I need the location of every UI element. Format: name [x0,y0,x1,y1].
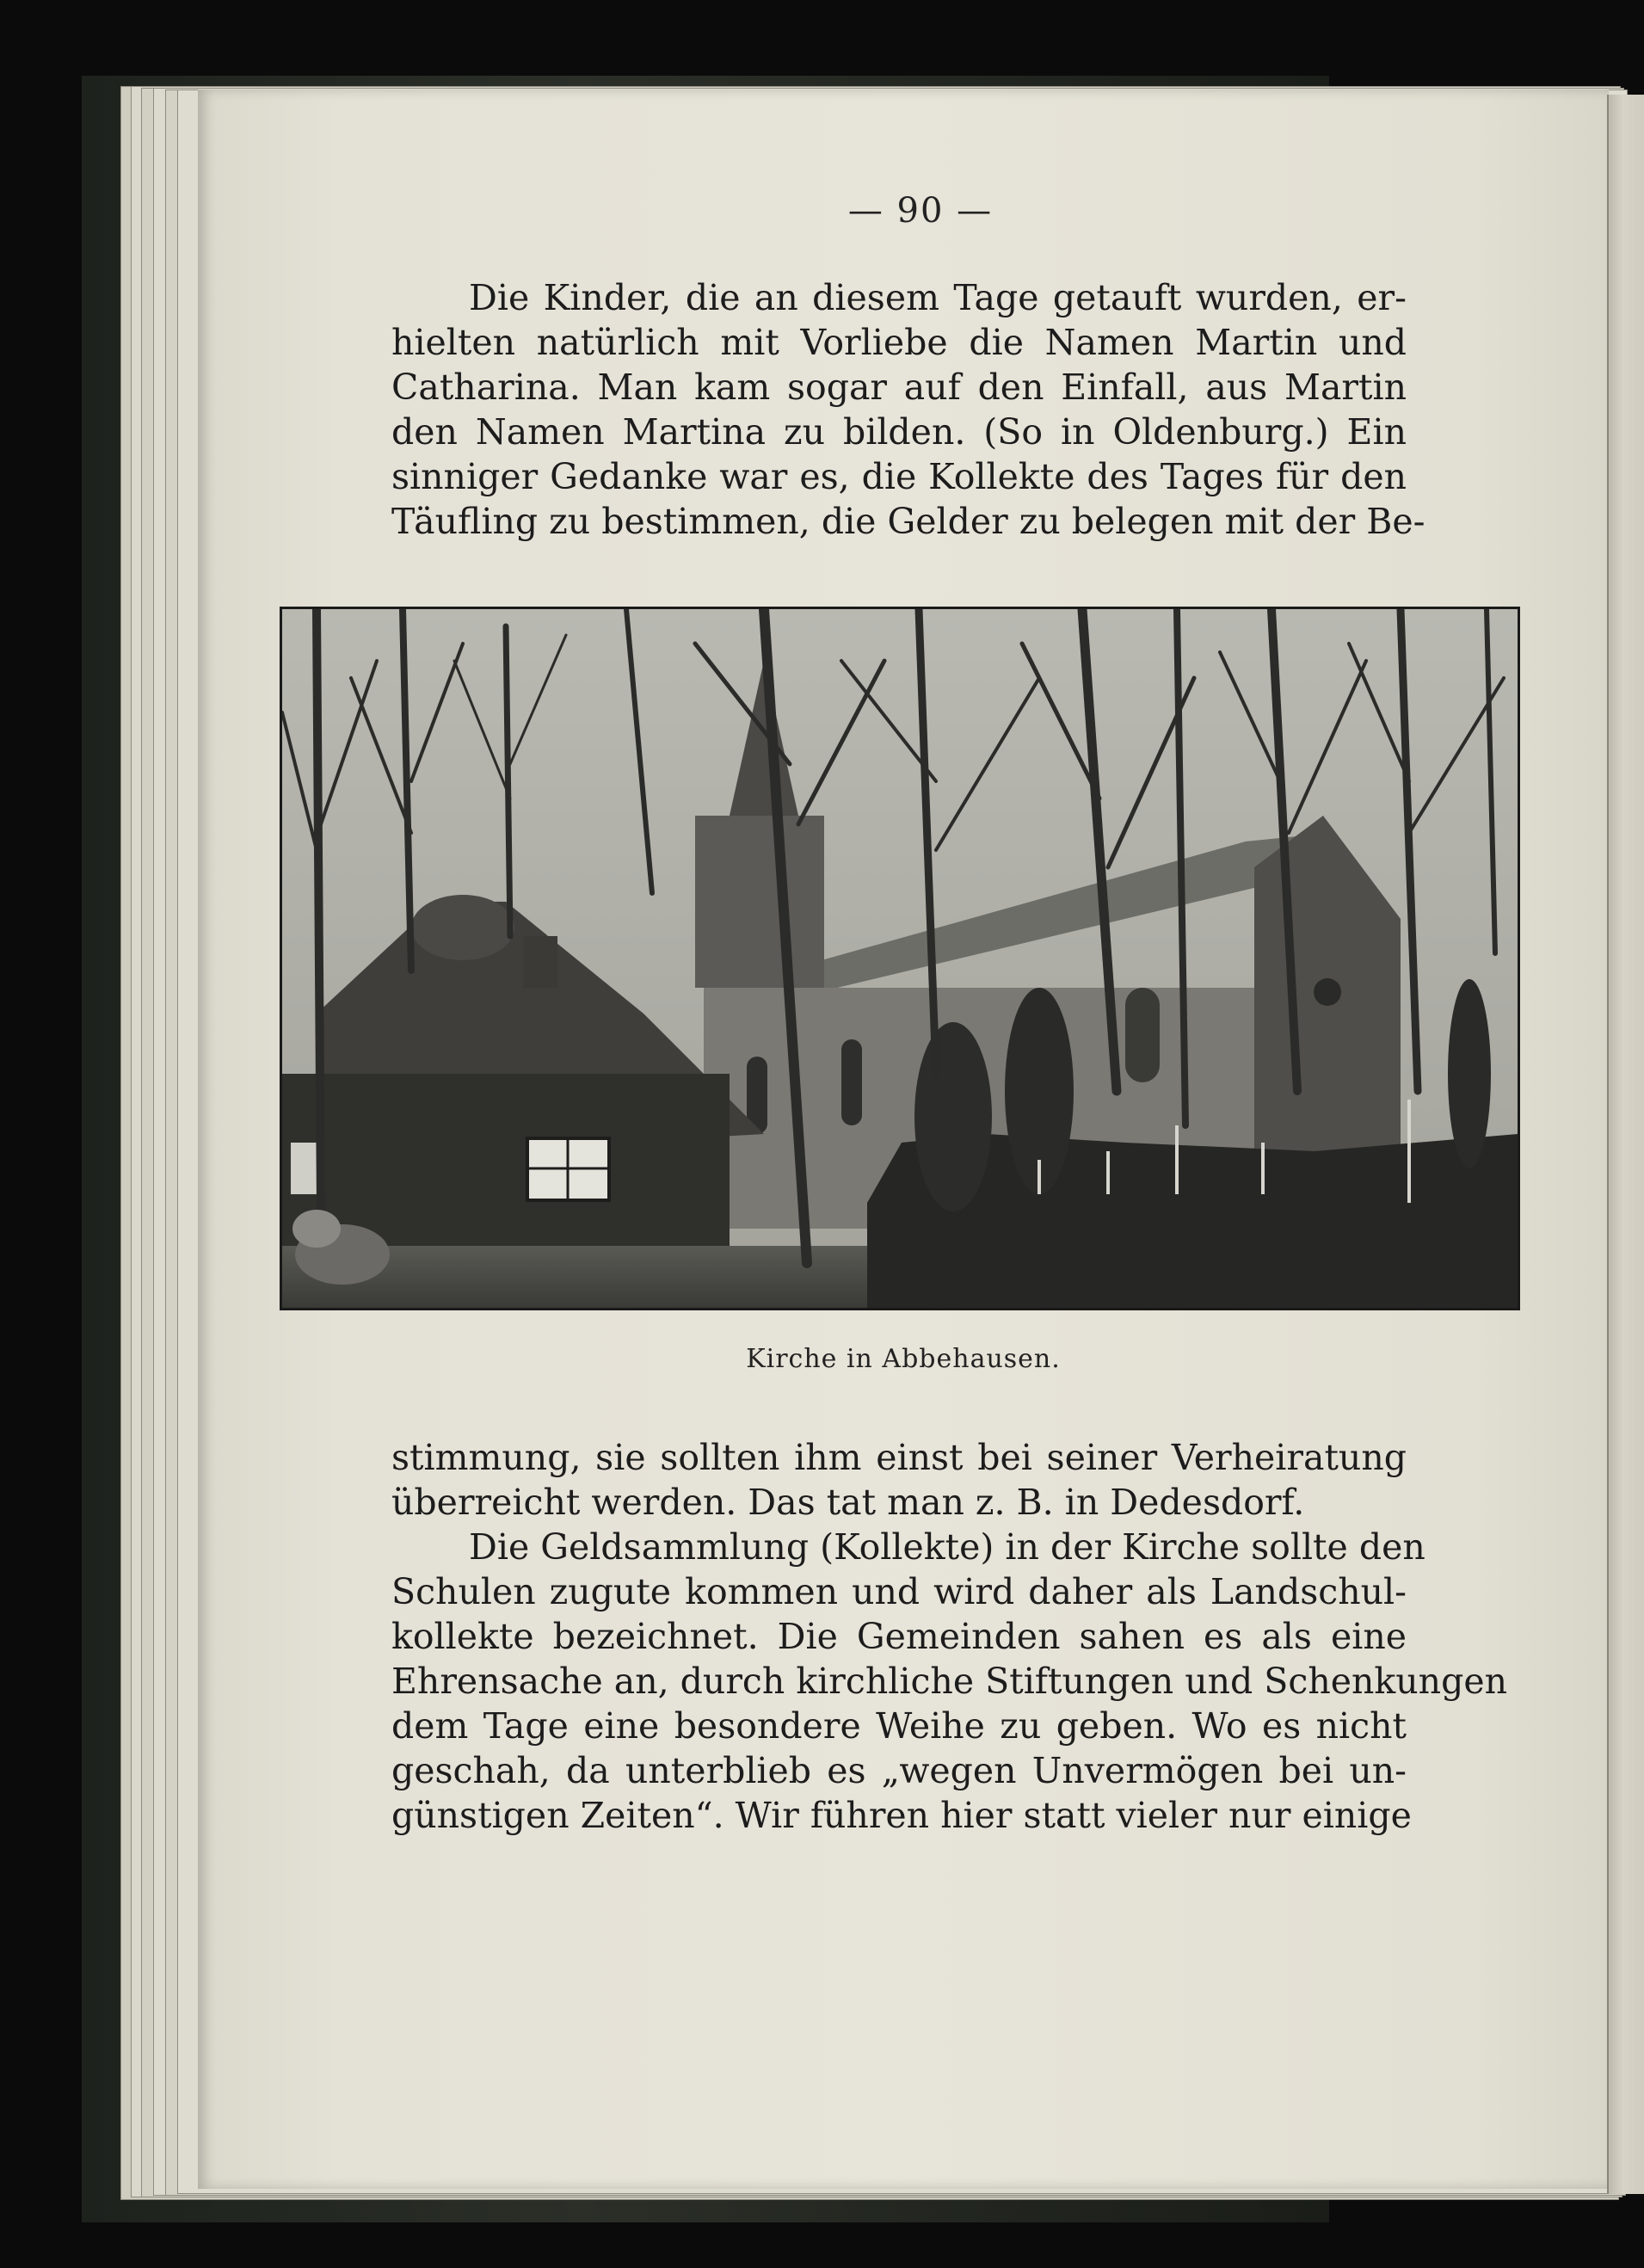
text-line: überreicht werden. Das tat man z. B. in Dedesdorf. [391,1482,1305,1523]
text-line: Schulen zugute kommen und wird daher als Landschul- [391,1571,1407,1612]
text-line: Catharina. Man kam sogar auf den Einfall, aus Martin [391,367,1407,408]
text-line: den Namen Martina zu bilden. (So in Oldenburg.) Ein [391,411,1407,453]
paragraph-2 [391,1435,1508,1838]
church-photograph [280,607,1520,1310]
text-line: sinniger Gedanke war es, die Kollekte des Tages für den [391,456,1407,497]
text-line: dem Tage eine besondere Weihe zu geben. Wo es nicht [391,1705,1407,1747]
text-line: stimmung, sie sollten ihm einst bei seiner Verheiratung [391,1437,1407,1478]
text-line: hielten natürlich mit Vorliebe die Namen Martin und [391,322,1407,363]
figure-caption: Kirche in Abbehausen. [746,1344,1061,1374]
text-line: Die Geldsammlung (Kollekte) in der Kirche sollte den [469,1526,1425,1568]
text-line: Ehrensache an, durch kirchliche Stiftungen und Schenkungen [391,1661,1508,1702]
page-number: — 90 — [847,191,994,231]
text-line: günstigen Zeiten“. Wir führen hier statt vieler nur einige [391,1795,1412,1836]
paragraph-1 [391,275,1425,544]
text-line: Täufling zu bestimmen, die Gelder zu belegen mit der Be- [391,501,1425,542]
text-line: Die Kinder, die an diesem Tage getauft wurden, er- [469,277,1407,318]
church-photo-illustration [282,609,1518,1308]
text-line: geschah, da unterblieb es „wegen Unvermögen bei un- [391,1750,1407,1791]
text-line: kollekte bezeichnet. Die Gemeinden sahen es als eine [391,1616,1407,1657]
next-page-edge [1607,95,1644,2194]
